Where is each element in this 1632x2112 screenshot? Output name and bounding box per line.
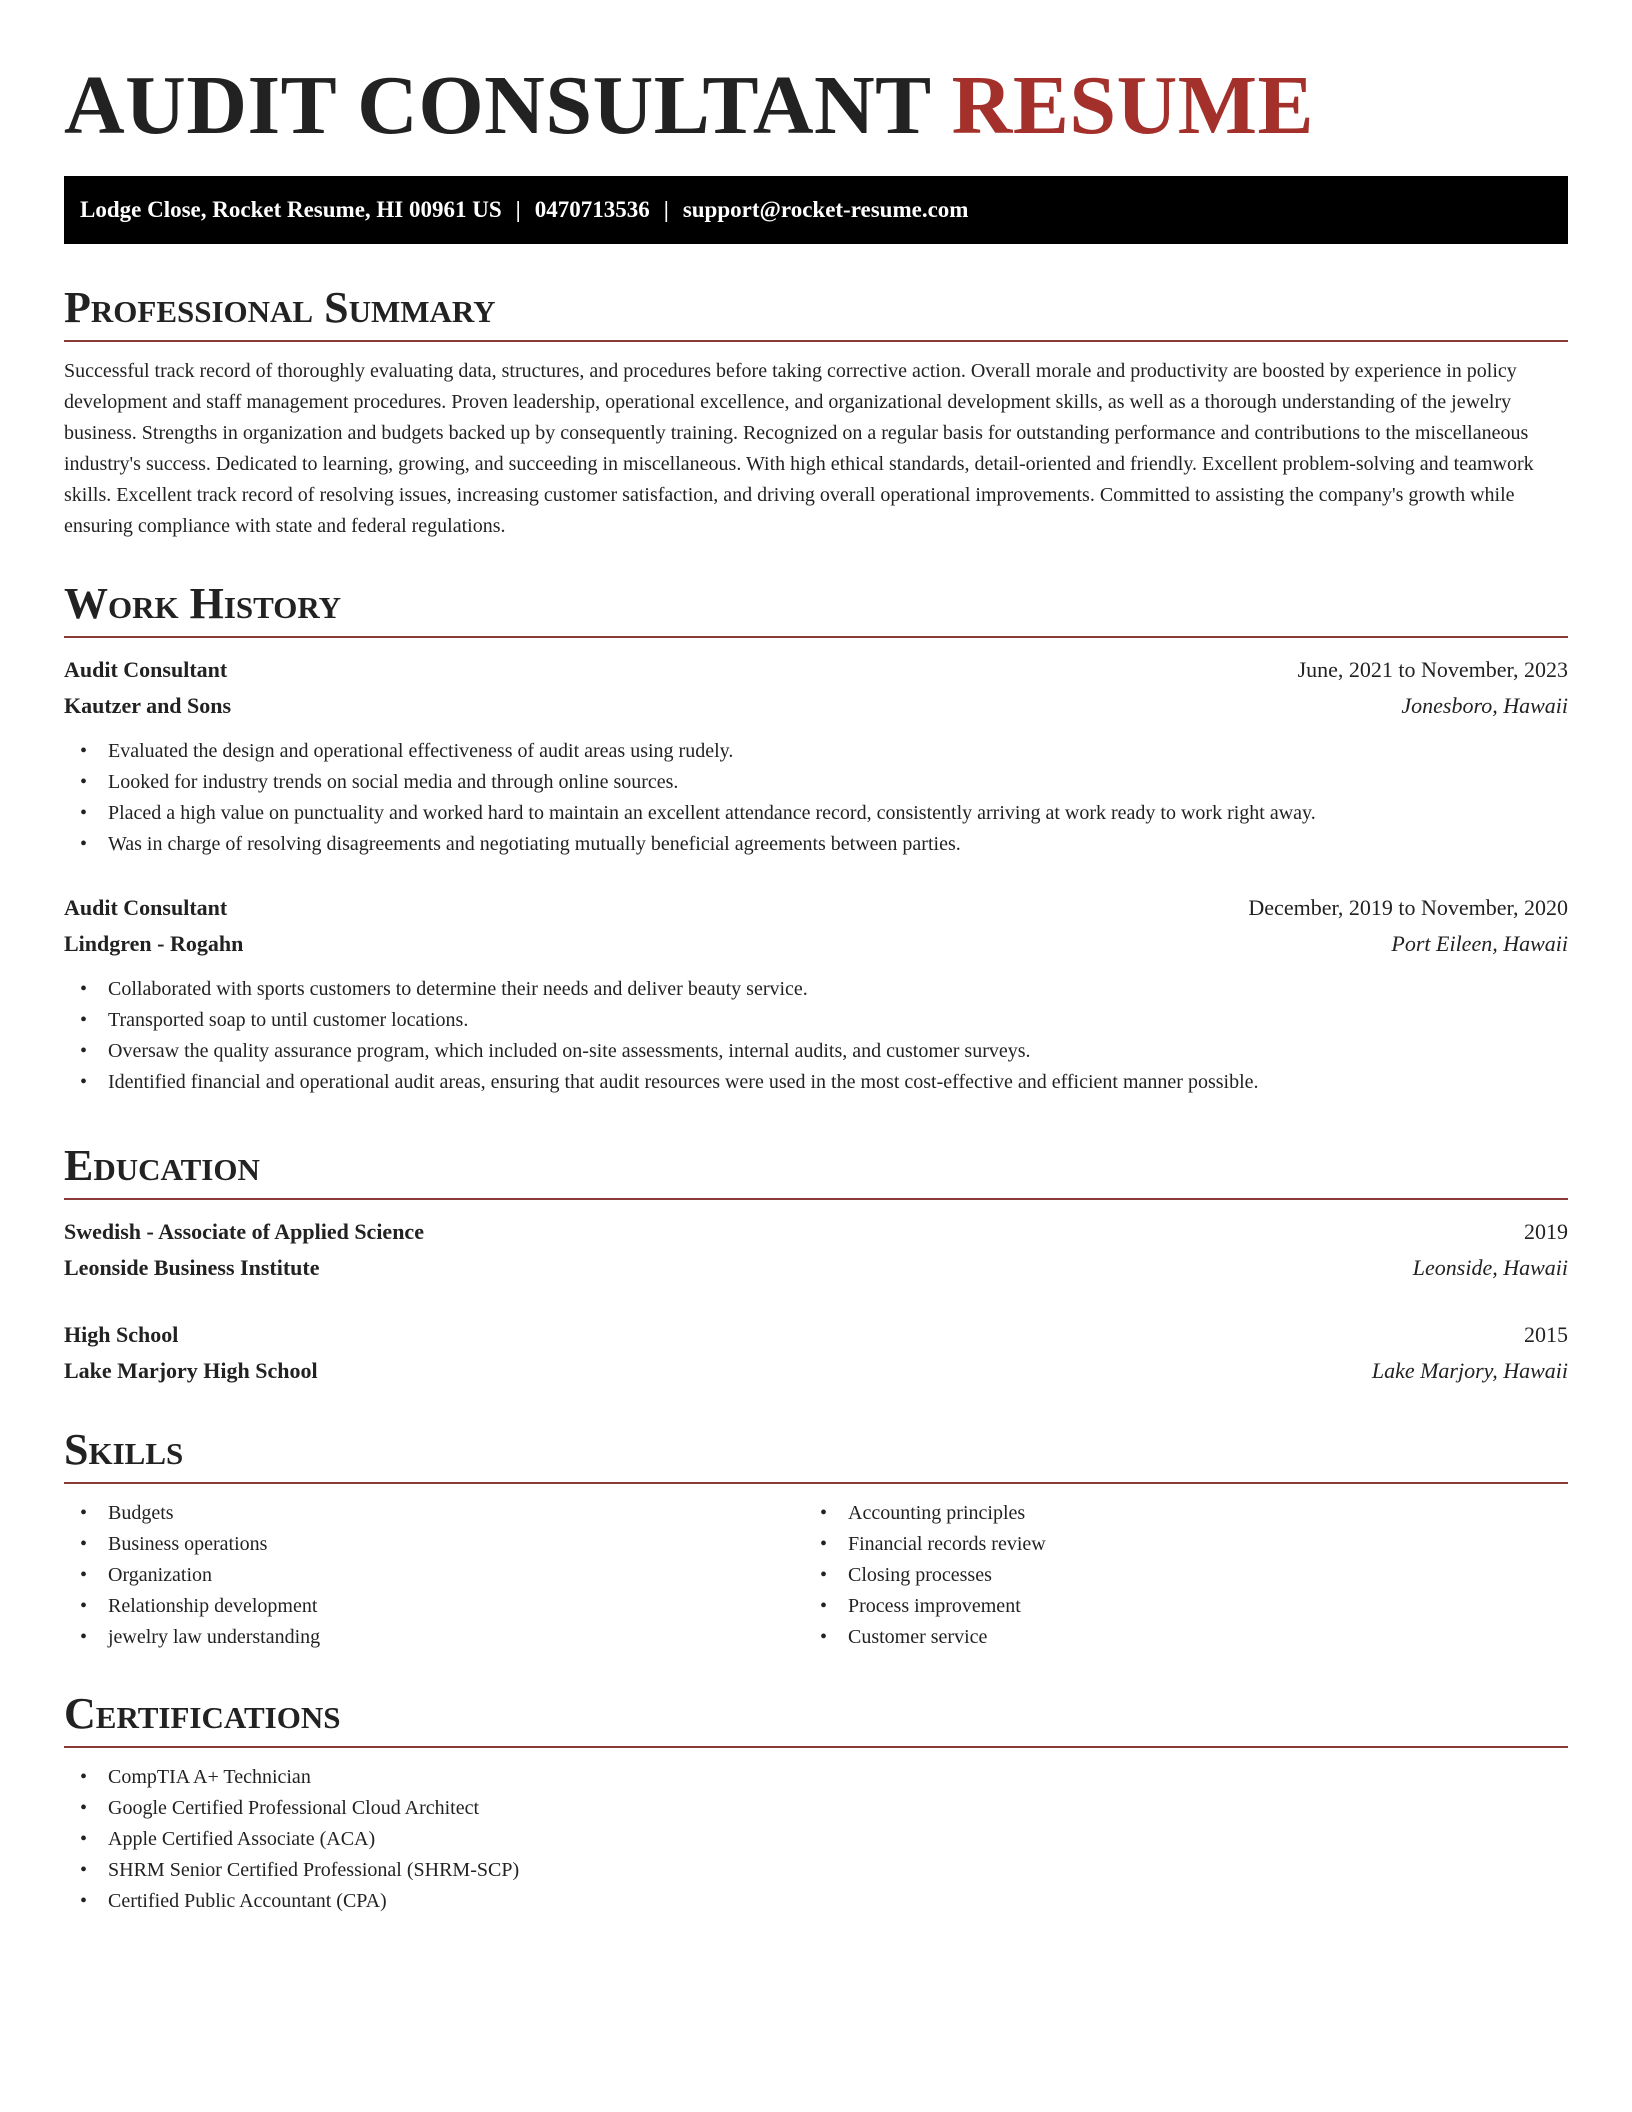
skills-columns (64, 1498, 1568, 1653)
list-item: • Apple Certified Associate (ACA) (64, 1824, 1568, 1855)
skills-list-left (64, 1498, 804, 1653)
list-item: • Identified financial and operational audit areas, ensuring that audit resources were used in the most cost-effective and efficient manner possible. (64, 1067, 1568, 1098)
job-dates: December, 2019 to November, 2020 (1248, 895, 1568, 920)
summary-text: Successful track record of thoroughly evaluating data, structures, and procedures before taking corrective action. Overall morale and productivity are boosted by experience in policy development and staff management procedures. Proven leadership, operational excellence, and organizational development skills, as well as a thorough understanding of the jewelry business. Strengths in organization and budgets backed up by consequently training. Recognized on a regular basis for outstanding performance and contributions to the miscellaneous industry's success. Dedicated to learning, growing, and succeeding in miscellaneous. With high ethical standards, detail-oriented and friendly. Excellent problem-solving and teamwork skills. Excellent track record of resolving issues, increasing customer satisfaction, and driving overall operational improvements. Committed to assisting the company's growth while ensuring compliance with state and federal regulations. (64, 360, 1534, 537)
job-bullets (64, 736, 1568, 860)
education-year: 2015 (1524, 1322, 1568, 1347)
education-degree: High School (64, 1322, 179, 1347)
title-accent: RESUME (951, 59, 1315, 152)
contact-email: support@rocket-resume.com (682, 197, 969, 222)
job-location: Port Eileen, Hawaii (1391, 931, 1568, 956)
job-company-row (64, 688, 1568, 724)
education-location: Leonside, Hawaii (1412, 1255, 1568, 1280)
job-entry (64, 652, 1568, 860)
job-company: Kautzer and Sons (64, 693, 232, 718)
resume-title (64, 56, 1314, 156)
job-dates: June, 2021 to November, 2023 (1297, 657, 1568, 682)
education-entry (64, 1317, 1568, 1389)
skills-list-right (804, 1498, 1544, 1653)
list-item: • Collaborated with sports customers to determine their needs and deliver beauty service. (64, 974, 1568, 1005)
list-item: • jewelry law understanding (64, 1622, 804, 1653)
certifications-heading: Certifications (64, 1688, 1568, 1748)
education-school-row (64, 1250, 1568, 1286)
list-item: • Accounting principles (804, 1498, 1544, 1529)
list-item: • Was in charge of resolving disagreements and negotiating mutually beneficial agreements between parties. (64, 829, 1568, 860)
job-title: Audit Consultant (64, 895, 228, 920)
job-company: Lindgren - Rogahn (64, 931, 244, 956)
list-item: • Closing processes (804, 1560, 1544, 1591)
contact-separator: | (663, 197, 669, 222)
job-company-row (64, 926, 1568, 962)
job-entry (64, 890, 1568, 1098)
work-section (64, 578, 1568, 1098)
summary-heading: Professional Summary (64, 282, 1568, 342)
job-bullets (64, 974, 1568, 1098)
title-main: AUDIT CONSULTANT (64, 59, 931, 152)
list-item: • Customer service (804, 1622, 1544, 1653)
contact-address: Lodge Close, Rocket Resume, HI 00961 US (80, 197, 502, 222)
list-item: • Certified Public Accountant (CPA) (64, 1886, 1568, 1917)
list-item: • Business operations (64, 1529, 804, 1560)
list-item: • SHRM Senior Certified Professional (SHRM-SCP) (64, 1855, 1568, 1886)
list-item: • Budgets (64, 1498, 804, 1529)
list-item: • Google Certified Professional Cloud Architect (64, 1793, 1568, 1824)
education-degree-row (64, 1214, 1568, 1250)
list-item: • Placed a high value on punctuality and worked hard to maintain an excellent attendance record, consistently arriving at work ready to work right away. (64, 798, 1568, 829)
list-item: • Financial records review (804, 1529, 1544, 1560)
education-school: Leonside Business Institute (64, 1255, 320, 1280)
job-header-row (64, 890, 1568, 926)
list-item: • Transported soap to until customer locations. (64, 1005, 1568, 1036)
education-heading: Education (64, 1140, 1568, 1200)
list-item: • CompTIA A+ Technician (64, 1762, 1568, 1793)
list-item: • Oversaw the quality assurance program, which included on-site assessments, internal audits, and customer surveys. (64, 1036, 1568, 1067)
education-school: Lake Marjory High School (64, 1358, 318, 1383)
education-school-row (64, 1353, 1568, 1389)
list-item: • Evaluated the design and operational effectiveness of audit areas using rudely. (64, 736, 1568, 767)
summary-section (64, 282, 1568, 542)
contact-bar (64, 176, 1568, 244)
education-degree: Swedish - Associate of Applied Science (64, 1219, 424, 1244)
education-degree-row (64, 1317, 1568, 1353)
list-item: • Looked for industry trends on social media and through online sources. (64, 767, 1568, 798)
education-entry (64, 1214, 1568, 1286)
contact-phone: 0470713536 (534, 197, 650, 222)
certifications-list (64, 1762, 1568, 1917)
certifications-section (64, 1688, 1568, 1917)
contact-separator: | (515, 197, 521, 222)
skills-heading: Skills (64, 1424, 1568, 1484)
skills-section (64, 1424, 1568, 1653)
education-year: 2019 (1524, 1219, 1568, 1244)
job-location: Jonesboro, Hawaii (1401, 693, 1568, 718)
list-item: • Relationship development (64, 1591, 804, 1622)
education-section (64, 1140, 1568, 1389)
job-header-row (64, 652, 1568, 688)
list-item: • Organization (64, 1560, 804, 1591)
job-title: Audit Consultant (64, 657, 228, 682)
education-location: Lake Marjory, Hawaii (1371, 1358, 1568, 1383)
work-heading: Work History (64, 578, 1568, 638)
list-item: • Process improvement (804, 1591, 1544, 1622)
